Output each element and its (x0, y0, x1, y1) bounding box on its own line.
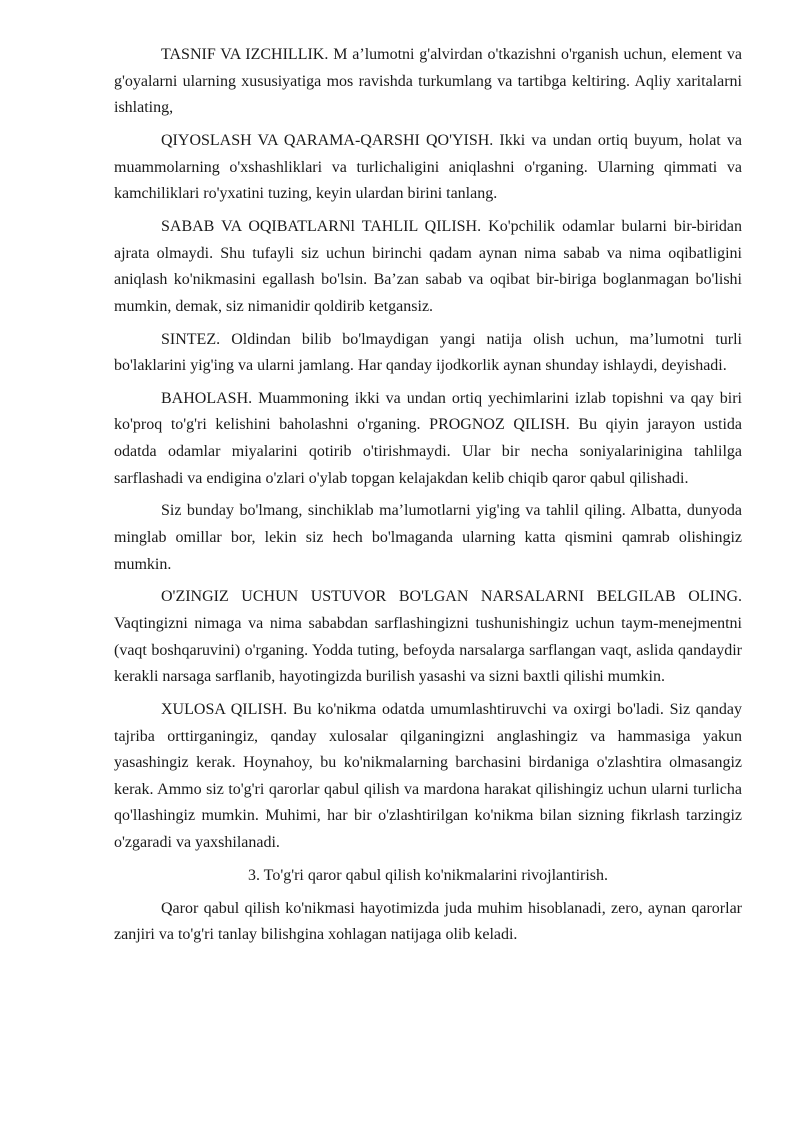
document-page (114, 42, 742, 955)
paragraph-tasnif: TASNIF VA IZCHILLIK. M a’lumotni g'alvirdan o'tkazishni o'rganish uchun, element va g'oyalarni ularning xususiyatiga mos ravishda turkumlang va tartibga keltiring. Aqliy xaritalarni ishlating, (114, 46, 742, 117)
paragraph-baholash: BAHOLASH. Muammoning ikki va undan ortiq yechimlarini izlab topishni va qay biri ko'proq to'g'ri kelishini baholashni o'rganing. PROGNOZ QILISH. Bu qiyin jarayon ustida odatda odamlar miyalarini qotirib o'tirishmaydi. Ular bir necha soniyalarinigina tahlilga sarflashadi va endigina o'zlari o'ylab topgan kelajakdan kelib chiqib qaror qabul qilishadi. (114, 389, 742, 487)
paragraph-qaror: Qaror qabul qilish ko'nikmasi hayotimizda juda muhim hisoblanadi, zero, aynan qarorlar zanjiri va to'g'ri tanlay bilishgina xohlagan natijaga olib keladi. (114, 899, 742, 944)
paragraph-sabab: SABAB VA OQIBATLARNl TAHLIL QILISH. Ko'pchilik odamlar bularni bir-biridan ajrata olmaydi. Shu tufayli siz uchun birinchi qadam aynan nima sabab va nima oqibatligini aniqlash ko'nikmasini egallash bo'lsin. Ba’zan sabab va oqibat bir-biriga boglanmagan bo'lishi mumkin, demak, siz nimanidir qoldirib ketgansiz. (114, 217, 742, 315)
paragraph-xulosa: XULOSA QILISH. Bu ko'nikma odatda umumlashtiruvchi va oxirgi bo'ladi. Siz qanday tajriba orttirganingiz, qanday xulosalar qilganingizni anglashingiz va hammasiga yakun yasashingiz kerak. Hoynahoy, bu ko'nikmalarning barchasini birdaniga o'zlashtira olmasangiz kerak. Ammo siz to'g'ri qarorlar qabul qilish va mardona harakat qilishingiz uchun ularni turlicha qo'llashingiz mumkin. Muhimi, har bir o'zlashtirilgan ko'nikma bilan sizning fikrlash tarzingiz o'zgaradi va yaxshilanadi. (114, 700, 742, 851)
paragraph-siz-bunday: Siz bunday bo'lmang, sinchiklab ma’lumotlarni yig'ing va tahlil qiling. Albatta, dunyoda minglab omillar bor, lekin siz hech bo'lmaganda ularning katta qismini qamrab olishingiz mumkin. (114, 502, 742, 573)
paragraph-qiyoslash: QIYOSLASH VA QARAMA-QARSHI QO'YISH. Ikki va undan ortiq buyum, holat va muammolarning o'xshashliklari va turlichaligini aniqlashni o'rganing. Ularning qimmati va kamchiliklari ro'yxatini tuzing, keyin ulardan birini tanlang. (114, 131, 742, 203)
paragraph-ustuvor: O'ZINGIZ UCHUN USTUVOR BO'LGAN NARSALARNI BELGILAB OLING. Vaqtingizni nimaga va nima sababdan sarflashingizni tushunishingiz uchun taym-menejmentni (vaqt boshqaruvini) o'rganing. Yodda tuting, befoyda narsalarga sarflangan vaqt, aslida qandaydir kerakli narsaga sarflanib, hayotingizda burilish yasashi va sizni baxtli qilishi mumkin. (114, 588, 742, 686)
section-heading: 3. To'g'ri qaror qabul qilish ko'nikmalarini rivojlantirish. (247, 866, 609, 884)
paragraph-sintez: SINTEZ. Oldindan bilib bo'lmaydigan yangi natija olish uchun, ma’lumotni turli bo'laklarini yig'ing va ularni jamlang. Har qanday ijodkorlik aynan shunday ishlaydi, deyishadi. (114, 330, 742, 375)
